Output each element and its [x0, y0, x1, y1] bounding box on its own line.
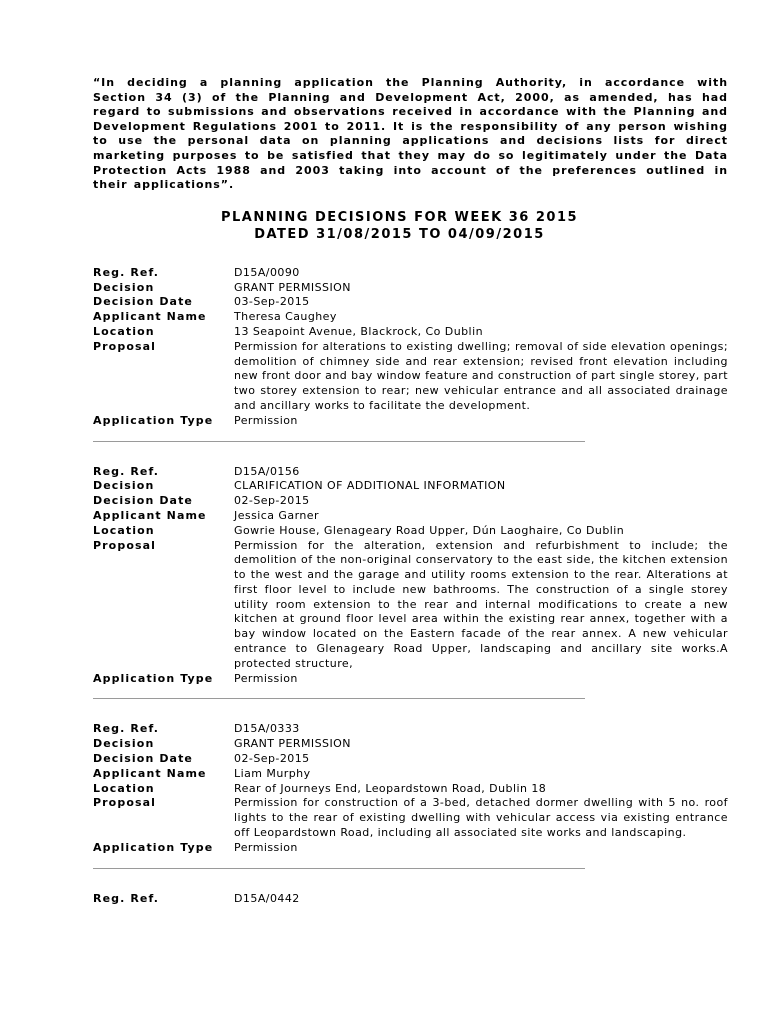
- applicant-name-value: Theresa Caughey: [234, 310, 337, 324]
- proposal-label: Proposal: [93, 538, 157, 552]
- application-type-label: Application Type: [93, 840, 214, 854]
- proposal-value: Permission for construction of a 3-bed, detached dormer dwelling with 5 no. roof lights to the rear of existing dwelling with vehicular access via existing entrance off Leopardstown Road, including all associated site works and landscaping.: [234, 796, 728, 840]
- decision-record: [93, 465, 728, 700]
- decision-date-value: 02-Sep-2015: [234, 752, 310, 766]
- reg-ref-value: D15A/0090: [234, 265, 300, 279]
- application-type-label: Application Type: [93, 413, 214, 427]
- location-label: Location: [93, 523, 155, 537]
- record-divider: [93, 868, 585, 869]
- data-protection-disclaimer: “In deciding a planning application the Planning Authority, in accordance with Section 34 (3) of the Planning and Development Act, 2000, as amended, has had regard to submissions and observations received in accordance with the Planning and Development Regulations 2001 to 2011. It is the responsibility of any person wishing to use the personal data on planning applications and decisions lists for direct marketing purposes to be satisfied that they may do so legitimately under the Data Protection Acts 1988 and 2003 taking into account of the preferences outlined in their applications”.: [93, 76, 728, 192]
- record-divider: [93, 698, 585, 699]
- proposal-label: Proposal: [93, 796, 157, 810]
- decision-date-label: Decision Date: [93, 752, 193, 766]
- applicant-name-value: Jessica Garner: [234, 508, 319, 522]
- heading-dates: DATED 31/08/2015 TO 04/09/2015: [254, 226, 545, 242]
- applicant-name-label: Applicant Name: [93, 508, 207, 522]
- reg-ref-label: Reg. Ref.: [93, 891, 160, 905]
- applicant-name-label: Applicant Name: [93, 766, 207, 780]
- decision-value: GRANT PERMISSION: [234, 280, 351, 294]
- heading-week: PLANNING DECISIONS FOR WEEK 36 2015: [220, 209, 579, 225]
- application-type-label: Application Type: [93, 671, 214, 685]
- decision-record: [93, 722, 728, 868]
- reg-ref-value: D15A/0156: [234, 464, 300, 478]
- application-type-value: Permission: [234, 671, 298, 685]
- location-label: Location: [93, 324, 155, 338]
- application-type-value: Permission: [234, 840, 298, 854]
- application-type-value: Permission: [234, 413, 298, 427]
- proposal-label: Proposal: [93, 339, 157, 353]
- decision-label: Decision: [93, 479, 155, 493]
- location-value: Gowrie House, Glenageary Road Upper, Dún Laoghaire, Co Dublin: [234, 523, 625, 537]
- reg-ref-value: D15A/0442: [234, 891, 300, 905]
- page-heading: [93, 209, 728, 243]
- applicant-name-value: Liam Murphy: [234, 766, 311, 780]
- proposal-value: Permission for the alteration, extension and refurbishment to include; the demolition of the non-original conservatory to the east side, the kitchen extension to the west and the garage and utility rooms extension to the rear. Alterations at first floor level to include new bathrooms. The construction of a single storey utility room extension to the rear and internal modifications to create a new kitchen at ground floor level area within the existing rear annex, together with a bay window located on the Eastern facade of the rear annex. A new vehicular entrance to Glenageary Road Upper, landscaping and ancillary site works.A protected structure,: [234, 538, 728, 670]
- decision-date-value: 03-Sep-2015: [234, 295, 310, 309]
- decision-label: Decision: [93, 280, 155, 294]
- reg-ref-value: D15A/0333: [234, 722, 300, 736]
- decision-value: CLARIFICATION OF ADDITIONAL INFORMATION: [234, 479, 506, 493]
- decision-date-label: Decision Date: [93, 295, 193, 309]
- record-divider: [93, 441, 585, 442]
- reg-ref-label: Reg. Ref.: [93, 265, 160, 279]
- decision-date-label: Decision Date: [93, 494, 193, 508]
- location-value: 13 Seapoint Avenue, Blackrock, Co Dublin: [234, 324, 483, 338]
- location-label: Location: [93, 781, 155, 795]
- reg-ref-label: Reg. Ref.: [93, 464, 160, 478]
- decision-value: GRANT PERMISSION: [234, 737, 351, 751]
- decision-date-value: 02-Sep-2015: [234, 494, 310, 508]
- reg-ref-label: Reg. Ref.: [93, 722, 160, 736]
- proposal-value: Permission for alterations to existing dwelling; removal of side elevation openings; demolition of chimney side and rear extension; revised front elevation including new front door and bay window feature and construction of part single storey, part two storey extension to rear; new vehicular entrance and all associated drainage and ancillary works to facilitate the development.: [234, 339, 728, 412]
- document-page: [93, 76, 728, 906]
- decision-record: [93, 892, 728, 907]
- applicant-name-label: Applicant Name: [93, 310, 207, 324]
- decision-record: [93, 266, 728, 442]
- decision-label: Decision: [93, 737, 155, 751]
- location-value: Rear of Journeys End, Leopardstown Road, Dublin 18: [234, 781, 547, 795]
